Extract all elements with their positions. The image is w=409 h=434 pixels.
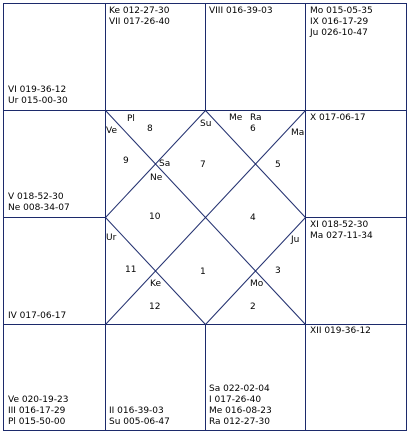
- cell-line: VI 019-36-12: [8, 85, 67, 95]
- planet-ra: Ra: [250, 113, 262, 123]
- cell-bottom-2: [109, 406, 170, 427]
- house-number-12: 12: [149, 302, 161, 312]
- house-number-3: 3: [275, 266, 281, 276]
- cell-line: Su 005-06-47: [109, 417, 170, 427]
- cell-left-2: [8, 192, 70, 213]
- cell-right-2: [310, 113, 366, 123]
- cell-bottom-left: [8, 395, 68, 427]
- planet-ve: Ve: [106, 126, 117, 136]
- cell-line: Ra 012-27-30: [209, 417, 271, 427]
- cell-line: Me 016-08-23: [209, 406, 272, 416]
- house-number-5: 5: [275, 160, 281, 170]
- cell-line: V 018-52-30: [8, 192, 64, 202]
- cell-top-left: [8, 85, 68, 106]
- planet-su: Su: [200, 119, 212, 129]
- house-number-7: 7: [200, 160, 206, 170]
- cell-line: I 017-26-40: [209, 395, 262, 405]
- cell-bottom-right: [310, 326, 371, 336]
- cell-line: IX 016-17-29: [310, 17, 369, 27]
- cell-line: VIII 016-39-03: [209, 6, 273, 16]
- cell-left-3: [8, 311, 66, 321]
- house-number-6: 6: [250, 124, 256, 134]
- house-number-2: 2: [250, 302, 256, 312]
- cell-line: Ke 012-27-30: [109, 6, 170, 16]
- cell-line: Ju 026-10-47: [310, 28, 368, 38]
- cell-line: XI 018-52-30: [310, 220, 369, 230]
- house-number-4: 4: [250, 213, 256, 223]
- cell-line: Mo 015-05-35: [310, 6, 373, 16]
- house-number-8: 8: [147, 124, 153, 134]
- planet-pl: Pl: [127, 114, 135, 124]
- planet-ur: Ur: [106, 233, 117, 243]
- cell-line: Ve 020-19-23: [8, 395, 69, 405]
- cell-line: Ma 027-11-34: [310, 231, 373, 241]
- house-number-10: 10: [149, 212, 161, 222]
- planet-mo: Mo: [250, 279, 264, 289]
- planet-ke: Ke: [150, 279, 161, 289]
- cell-bottom-3: [209, 384, 272, 427]
- cell-line: XII 019-36-12: [310, 326, 371, 336]
- house-number-11: 11: [125, 265, 137, 275]
- cell-line: II 016-39-03: [109, 406, 164, 416]
- cell-line: Ne 008-34-07: [8, 203, 70, 213]
- planet-me: Me: [229, 113, 243, 123]
- planet-sa: Sa: [159, 159, 171, 169]
- cell-right-3: [310, 220, 373, 241]
- cell-top-2: [109, 6, 170, 27]
- planet-ne: Ne: [150, 173, 163, 183]
- planet-labels: [106, 113, 304, 289]
- cell-line: III 016-17-29: [8, 406, 66, 416]
- cell-line: Ur 015-00-30: [8, 96, 68, 106]
- house-number-1: 1: [200, 267, 206, 277]
- cell-top-right: [309, 6, 373, 38]
- cell-top-3: [209, 6, 273, 16]
- house-number-9: 9: [123, 156, 129, 166]
- house-diagonals: [106, 111, 306, 325]
- cell-line: Sa 022-02-04: [209, 384, 270, 394]
- cell-line: VII 017-26-40: [109, 17, 170, 27]
- cell-line: Pl 015-50-00: [8, 417, 66, 427]
- cell-line: IV 017-06-17: [8, 311, 67, 321]
- planet-ju: Ju: [291, 235, 300, 245]
- cell-line: X 017-06-17: [310, 113, 366, 123]
- planet-ma: Ma: [291, 128, 305, 138]
